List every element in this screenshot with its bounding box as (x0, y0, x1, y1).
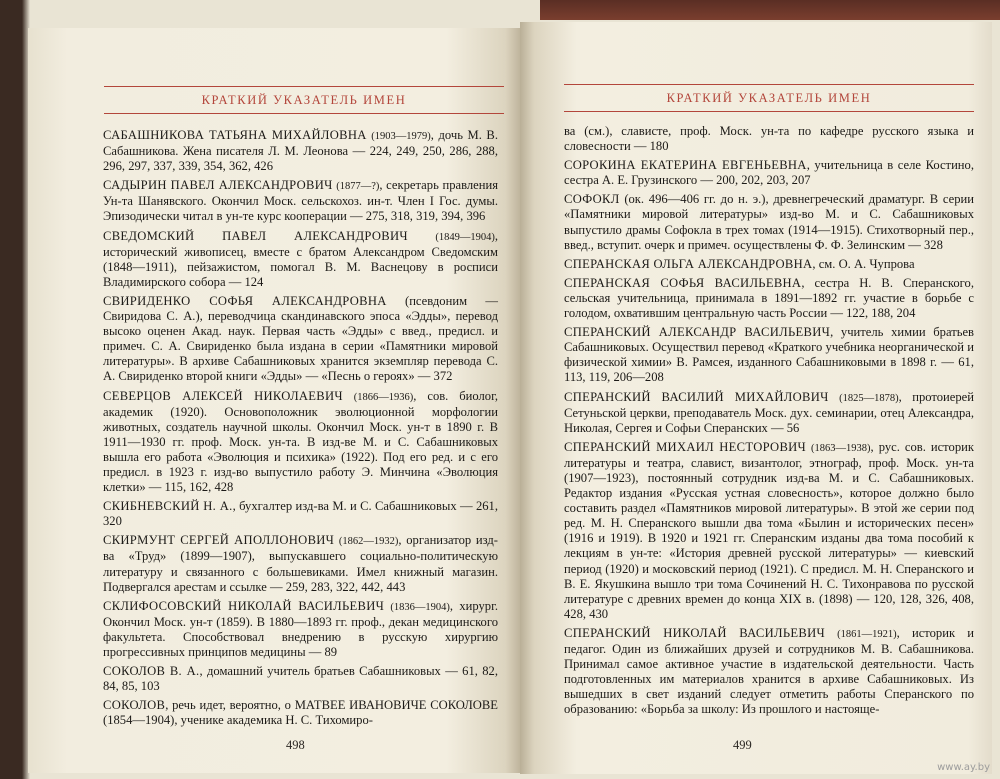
left-page (28, 28, 520, 773)
index-entry: СОКОЛОВ, речь идет, вероятно, о МАТВЕЕ ИВАНОВИЧЕ СОКОЛОВЕ (1854—1904), ученике академика Н. С. Тихомиро- (103, 698, 498, 728)
index-entry: СКЛИФОСОВСКИЙ НИКОЛАЙ ВАСИЛЬЕВИЧ (1836—1904), хирург. Окончил Моск. ун-т (1859). В 1880—1893 гг. проф., декан медицинского факультета. Способствовал внедрению в русскую хирургию прогрессивных принципов медицины — 89 (103, 598, 498, 659)
page-number: 498 (286, 738, 305, 752)
left-page-text (103, 128, 498, 732)
index-entry: СВЕДОМСКИЙ ПАВЕЛ АЛЕКСАНДРОВИЧ (1849—1904), исторический живописец, вместе с братом Александром Сведомским (1848—1911), пейзажистом, помогал В. М. Васнецову в росписи Владимирского собора — 124 (103, 228, 498, 289)
index-entry: СЕВЕРЦОВ АЛЕКСЕЙ НИКОЛАЕВИЧ (1866—1936), сов. биолог, академик (1920). Основоположник эволюционной морфологии животных, создатель научной школы. Окончил Моск. ун-т в 1890 г. В 1911—1930 гг. проф. Моск. ун-та. В изд-ве М. и С. Сабашниковых вышла его работа «Эволюция и психика» (1922). Под его ред. и с его предисл. в 1923 г. изд-во выпустило работу Э. Минчина «Эволюция клетки» — 115, 162, 428 (103, 388, 498, 495)
index-entry: СПЕРАНСКАЯ СОФЬЯ ВАСИЛЬЕВНА, сестра Н. В. Сперанского, сельская учительница, принимала в 1891—1892 гг. участие в борьбе с голодом, охватившим центральную часть России — 122, 188, 204 (564, 275, 974, 321)
book-cover-edge (540, 0, 1000, 20)
index-entry: СПЕРАНСКИЙ ВАСИЛИЙ МИХАЙЛОВИЧ (1825—1878), протоиерей Сетуньской церкви, преподаватель Моск. дух. семинарии, отец Александра, Николая, Сергея и Софьи Сперанских — 56 (564, 389, 974, 435)
index-entry: СПЕРАНСКИЙ АЛЕКСАНДР ВАСИЛЬЕВИЧ, учитель химии братьев Сабашниковых. Осуществил перевод «Краткого учебника неорганической и физической химии» В. Рамсея, изданного Сабашниковыми в 1898 г. — 61, 113, 119, 206—208 (564, 325, 974, 385)
right-page-text (564, 124, 974, 721)
index-entry: СКИБНЕВСКИЙ Н. А., бухгалтер изд-ва М. и С. Сабашниковых — 261, 320 (103, 499, 498, 529)
right-page (520, 22, 992, 774)
index-entry: САДЫРИН ПАВЕЛ АЛЕКСАНДРОВИЧ (1877—?), секретарь правления Ун-та Шанявского. Окончил Моск. сельскохоз. ин-т. Член I Гос. думы. Эпизодически читал в ун-те курс кооперации — 275, 318, 319, 394, 396 (103, 178, 499, 224)
watermark: www.ay.by (937, 762, 990, 773)
page-number: 499 (733, 738, 752, 752)
index-entry: СВИРИДЕНКО СОФЬЯ АЛЕКСАНДРОВНА (псевдоним — Свиридова С. А.), переводчица скандинавского эпоса «Эдды», перевод высоко оценен Акад. наук. Первая часть «Эдды» с введ., предисл. и примеч. С. А. Свириденко была издана в серии «Памятники мировой литературы». В архиве Сабашниковых хранится экземпляр перевода С. А. Свириденко второй книги «Эдды» — «Песнь о героях» — 372 (103, 293, 498, 384)
index-entry: СКИРМУНТ СЕРГЕЙ АПОЛЛОНОВИЧ (1862—1932), организатор изд-ва «Труд» (1899—1907), выпускавшего социально-политическую литературу и связанного с большевиками. Имел книжный магазин. Подвергался арестам и ссылке — 259, 283, 322, 442, 443 (103, 533, 498, 594)
running-head-left: КРАТКИЙ УКАЗАТЕЛЬ ИМЕН (104, 86, 504, 114)
running-head-right: КРАТКИЙ УКАЗАТЕЛЬ ИМЕН (564, 84, 974, 112)
index-entry: СПЕРАНСКАЯ ОЛЬГА АЛЕКСАНДРОВНА, см. О. А. Чупрова (564, 256, 915, 271)
continued-entry: ва (см.), слависте, проф. Моск. ун-та по кафедре русского языка и словесности — 180 (564, 124, 974, 154)
index-entry: САБАШНИКОВА ТАТЬЯНА МИХАЙЛОВНА (1903—1979), дочь М. В. Сабашникова. Жена писателя Л. М. Леонова — 224, 249, 250, 286, 288, 296, 297, 337, 339, 354, 362, 426 (103, 128, 498, 174)
index-entry: СПЕРАНСКИЙ МИХАИЛ НЕСТОРОВИЧ (1863—1938), рус. сов. историк литературы и театра, славист, византолог, этнограф, проф. Моск. ун-та (1907—1923), постоянный сотрудник изд-ва М. и С. Сабашниковых. Редактор издания «Русская устная словесность», которое должно было составить раздел «Памятников мировой литературы». В этой же серии под ред. М. Н. Сперанского вышли два тома «Былин и исторических песен» (1916 и 1919). В 1920 и 1921 гг. Сперанским изданы два тома пособий к лекциям в ун-те: «История древней русской литературы» — киевский период (1920) и московский период (1921). С предисл. М. Н. Сперанского и В. Е. Якушкина вышло три тома Сочинений Н. С. Тихонравова по русской литературе с древних времен до конца XIX в. (1898) — 120, 128, 326, 408, 428, 430 (564, 439, 974, 621)
index-entry: СОФОКЛ (ок. 496—406 гг. до н. э.), древнегреческий драматург. В серии «Памятники мировой литературы» изд-во М. и С. Сабашниковых выпустило драмы Софокла в трех томах (1914—1915). Стихотворный пер., введ., вступит. очерк и примеч. осуществлены Ф. Ф. Зелинским — 328 (564, 192, 974, 252)
index-entry: СПЕРАНСКИЙ НИКОЛАЙ ВАСИЛЬЕВИЧ (1861—1921), историк и педагог. Один из ближайших друзей и сотрудников М. В. Сабашникова. Принимал самое активное участие в издательской деятельности. Часть подготовленных им материалов хранится в архиве Сабашниковых. Из вышедших в свет изданий следует отметить работы Сперанского по образованию: «Борьба за школу: Из прошлого и настояще- (564, 625, 974, 717)
index-entry: СОРОКИНА ЕКАТЕРИНА ЕВГЕНЬЕВНА, учительница в селе Костино, сестра А. Е. Грузинского — 200, 202, 203, 207 (564, 158, 974, 188)
index-entry: СОКОЛОВ В. А., домашний учитель братьев Сабашниковых — 61, 82, 84, 85, 103 (103, 664, 498, 694)
